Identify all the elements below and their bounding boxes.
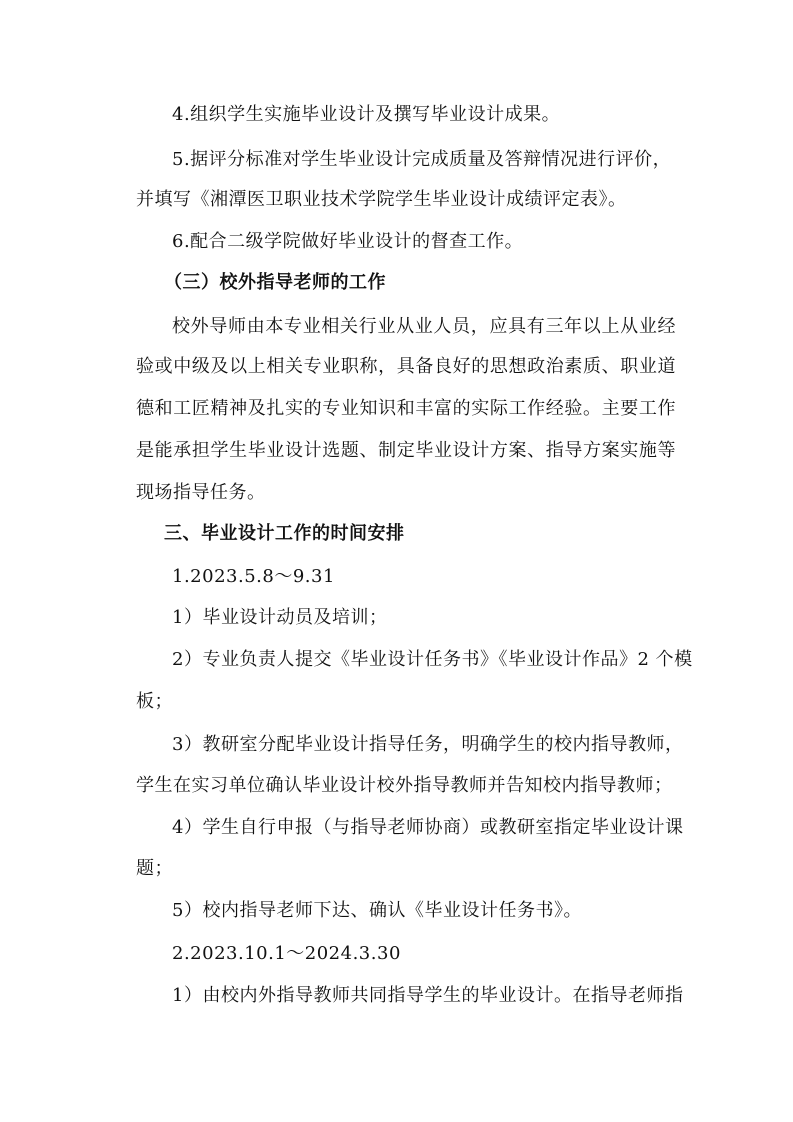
external-mentor-paragraph-line-4: 是能承担学生毕业设计选题、制定毕业设计方案、指导方案实施等: [136, 440, 676, 461]
external-mentor-paragraph-line-2: 验或中级及以上相关专业职称，具备良好的思想政治素质、职业道: [136, 356, 676, 377]
schedule-period-1-step-4-continued: 题；: [136, 858, 173, 879]
schedule-period-2: 2.2023.10.1～2024.3.30: [172, 943, 401, 964]
schedule-period-1-step-4: 4）学生自行申报（与指导老师协商）或教研室指定毕业设计课: [172, 817, 684, 838]
paragraph-item-5-continued: 并填写《湘潭医卫职业技术学院学生毕业设计成绩评定表》。: [136, 189, 627, 210]
schedule-period-2-step-1: 1）由校内外指导教师共同指导学生的毕业设计。在指导老师指: [172, 985, 684, 1006]
schedule-period-1: 1.2023.5.8～9.31: [172, 566, 335, 587]
external-mentor-paragraph-line-1: 校外导师由本专业相关行业从业人员，应具有三年以上从业经: [172, 316, 676, 337]
section-heading-schedule: 三、毕业设计工作的时间安排: [164, 523, 405, 544]
schedule-period-1-step-3: 3）教研室分配毕业设计指导任务，明确学生的校内指导教师，: [172, 734, 684, 755]
schedule-period-1-step-3-continued: 学生在实习单位确认毕业设计校外指导教师并告知校内指导教师；: [136, 775, 673, 796]
paragraph-item-5: 5.据评分标准对学生毕业设计完成质量及答辩情况进行评价，: [172, 149, 672, 170]
external-mentor-paragraph-line-3: 德和工匠精神及扎实的专业知识和丰富的实际工作经验。主要工作: [136, 398, 676, 419]
schedule-period-1-step-2: 2）专业负责人提交《毕业设计任务书》《毕业设计作品》2 个模: [172, 649, 693, 670]
paragraph-item-4: 4.组织学生实施毕业设计及撰写毕业设计成果。: [172, 104, 561, 125]
schedule-period-1-step-5: 5）校内指导老师下达、确认《毕业设计任务书》。: [172, 900, 582, 921]
paragraph-item-6: 6.配合二级学院做好毕业设计的督查工作。: [172, 231, 524, 252]
schedule-period-1-step-2-continued: 板；: [136, 691, 173, 712]
external-mentor-paragraph-line-5: 现场指导任务。: [136, 482, 266, 503]
section-heading-external-mentor: （三）校外指导老师的工作: [164, 272, 386, 293]
schedule-period-1-step-1: 1）毕业设计动员及培训；: [172, 607, 388, 628]
